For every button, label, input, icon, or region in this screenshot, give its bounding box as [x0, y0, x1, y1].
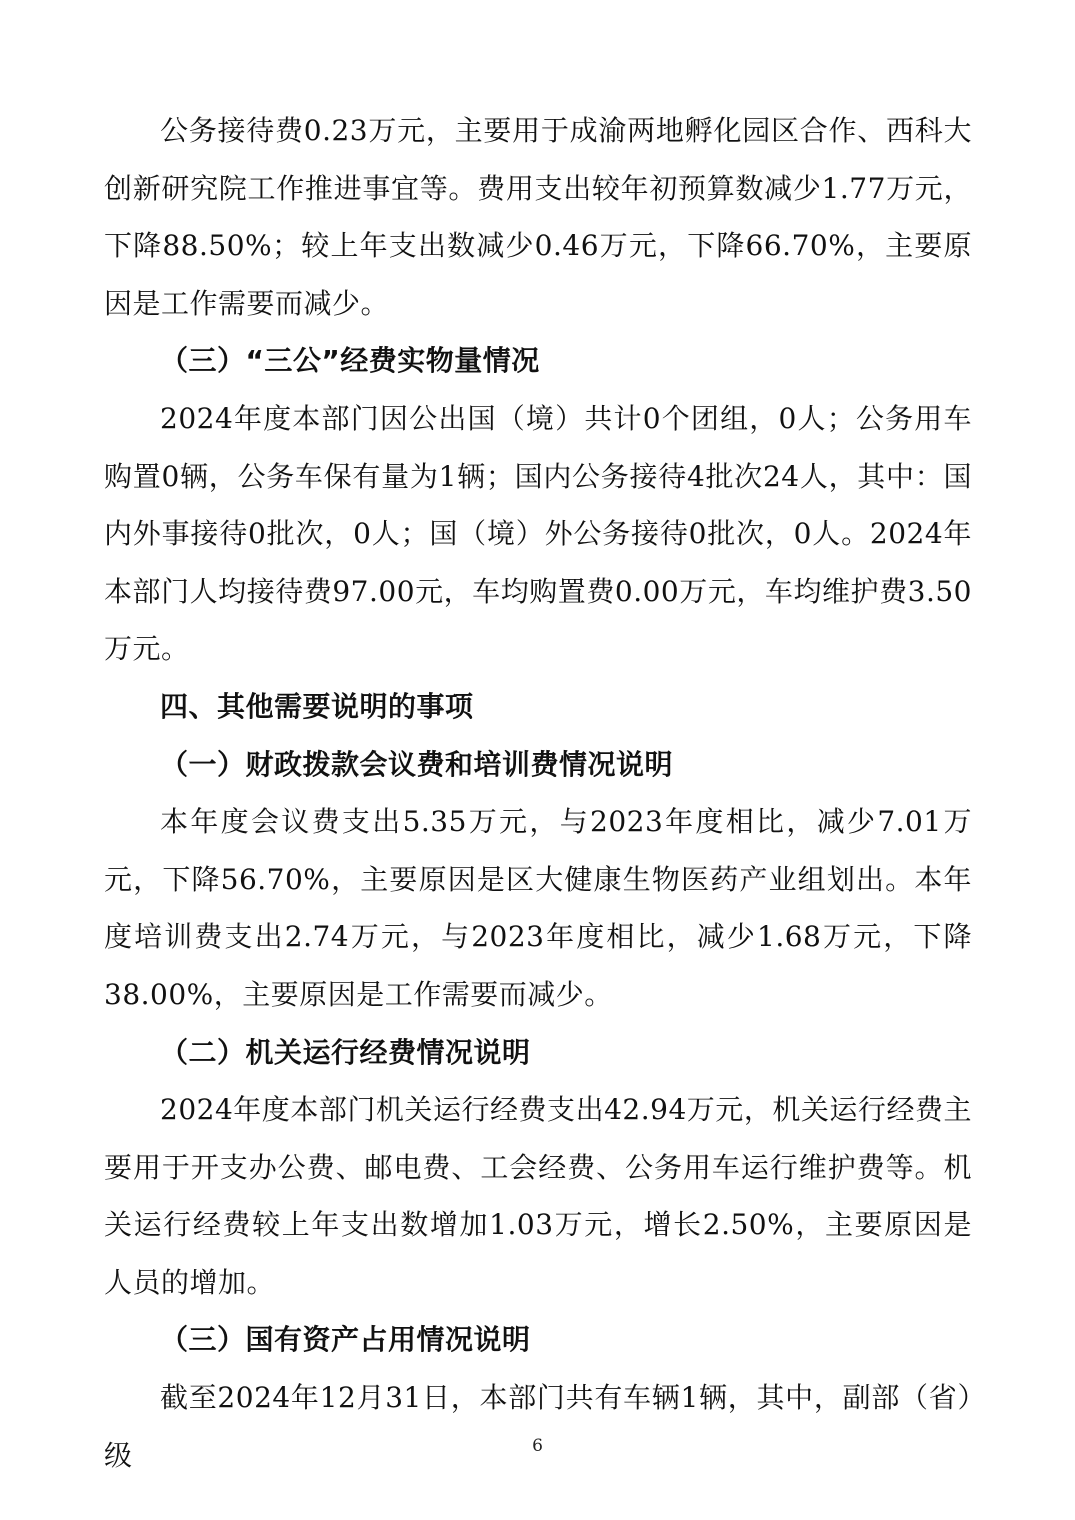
page-number: 6 — [532, 1436, 543, 1456]
heading-section-four: 四、其他需要说明的事项 — [160, 689, 474, 723]
para-physical-quantity: 2024年度本部门因公出国（境）共计0个团组，0人；公务用车购置0辆，公务车保有量为1辆；国内公务接待4批次24人，其中：国内外事接待0批次，0人；国（境）外公务接待0批次，0人。2024年本部门人均接待费97.00元，车均购置费0.00万元，车均维护费3.50万元。 — [104, 401, 972, 666]
heading-meeting-training: （一）财政拨款会议费和培训费情况说明 — [160, 747, 674, 781]
para-state-assets: 截至2024年12月31日，本部门共有车辆1辆，其中，副部（省）级 — [104, 1381, 972, 1472]
para-reception-expense: 公务接待费0.23万元，主要用于成渝两地孵化园区合作、西科大创新研究院工作推进事宜等。费用支出较年初预算数减少1.77万元，下降88.50%；较上年支出数减少0.46万元，下降66.70%，主要原因是工作需要而减少。 — [104, 114, 972, 320]
document-body — [104, 102, 972, 1484]
heading-three-public-physical: （三）“三公”经费实物量情况 — [160, 344, 540, 378]
para-operating-expense: 2024年度本部门机关运行经费支出42.94万元，机关运行经费主要用于开支办公费、邮电费、工会经费、公务用车运行维护费等。机关运行经费较上年支出数增加1.03万元，增长2.50%，主要原因是人员的增加。 — [104, 1093, 972, 1299]
para-meeting-training: 本年度会议费支出5.35万元，与2023年度相比，减少7.01万元，下降56.70%，主要原因是区大健康生物医药产业组划出。本年度培训费支出2.74万元，与2023年度相比，减少1.68万元，下降38.00%，主要原因是工作需要而减少。 — [104, 805, 972, 1011]
heading-operating-expense: （二）机关运行经费情况说明 — [160, 1035, 531, 1069]
heading-state-assets: （三）国有资产占用情况说明 — [160, 1323, 531, 1357]
